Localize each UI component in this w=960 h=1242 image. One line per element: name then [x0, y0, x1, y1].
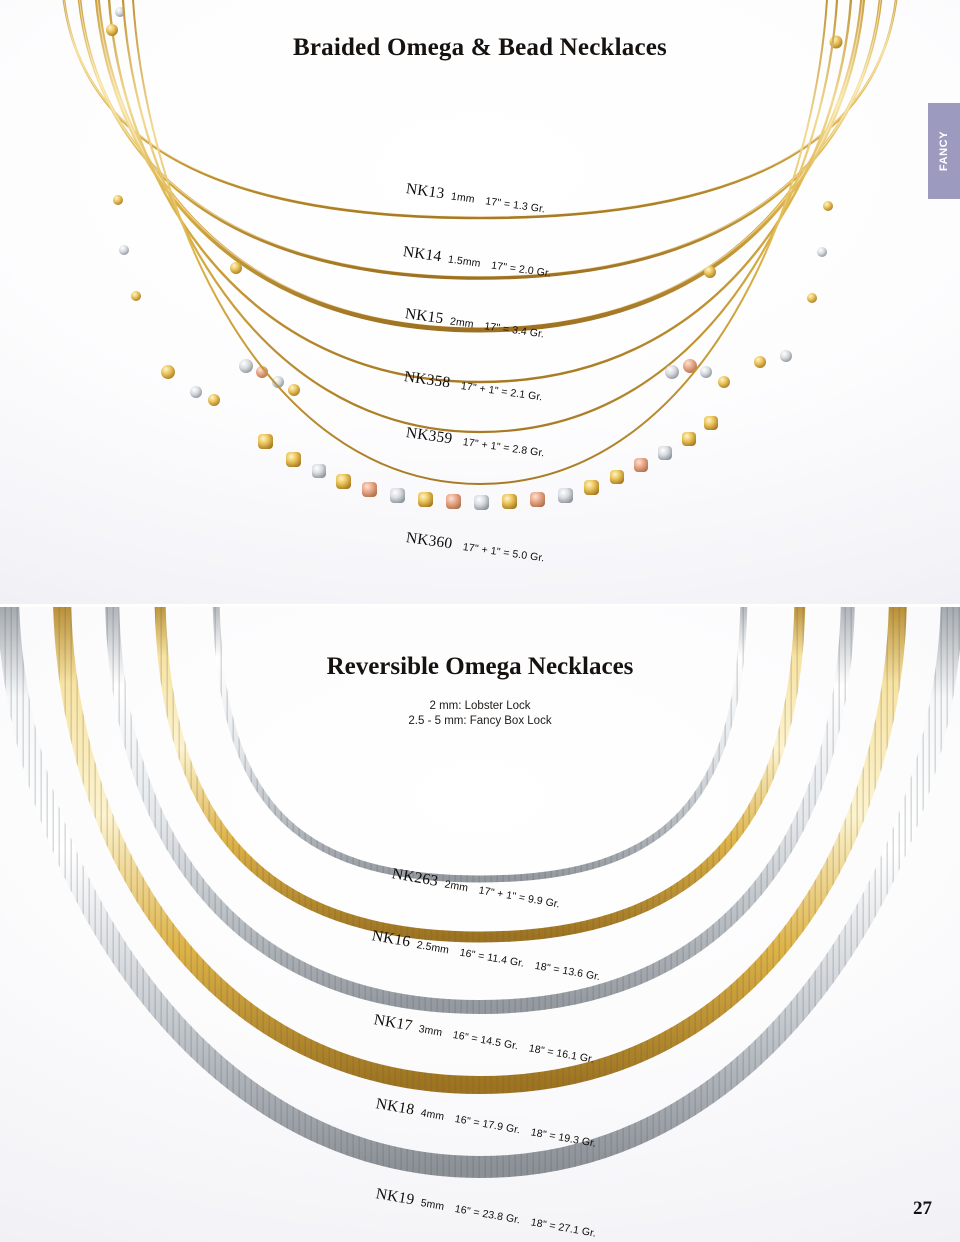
reversible-omega-section	[0, 604, 960, 1242]
item-code: NK16	[370, 927, 412, 951]
fancy-side-tab	[928, 103, 960, 199]
item-code: NK359	[404, 424, 454, 448]
item-spec: 16" = 11.4 Gr.	[458, 946, 526, 970]
item-spec-alt: 18" = 19.3 Gr.	[529, 1126, 598, 1150]
item-size: 4mm	[419, 1107, 446, 1123]
item-spec: 17" = 3.4 Gr.	[483, 320, 545, 341]
item-size: 2.5mm	[415, 939, 450, 957]
section-subtitle-reversible	[0, 699, 960, 728]
braided-necklaces-artwork	[0, 0, 960, 604]
item-code: NK17	[372, 1011, 414, 1035]
necklace-nk13	[62, 0, 898, 218]
item-code: NK358	[402, 368, 452, 392]
page-number: 27	[913, 1198, 932, 1219]
braided-omega-section	[0, 0, 960, 604]
item-size: 1.5mm	[447, 253, 482, 270]
item-size: 3mm	[417, 1023, 444, 1039]
item-code: NK19	[374, 1185, 416, 1209]
item-code: NK360	[404, 529, 454, 553]
section-title-reversible: Reversible Omega Necklaces	[326, 653, 634, 680]
item-spec-alt: 18" = 13.6 Gr.	[533, 959, 602, 984]
item-spec: 17" + 1" = 9.9 Gr.	[477, 884, 561, 911]
bead-cluster-nk360	[258, 416, 718, 510]
item-code: NK263	[390, 865, 440, 890]
item-spec-alt: 18" = 16.1 Gr.	[527, 1042, 596, 1066]
item-size: 2mm	[449, 315, 475, 331]
item-spec: 17" + 1" = 5.0 Gr.	[462, 541, 546, 565]
item-code: NK15	[403, 305, 445, 328]
item-size: 2mm	[443, 878, 469, 895]
item-spec: 16" = 23.8 Gr.	[453, 1203, 522, 1227]
item-spec: 16" = 14.5 Gr.	[451, 1029, 520, 1053]
item-code: NK14	[401, 243, 443, 266]
item-spec-alt: 18" = 27.1 Gr.	[529, 1216, 598, 1240]
item-size: 1mm	[450, 190, 476, 206]
item-spec: 17" = 2.0 Gr.	[490, 259, 552, 280]
item-spec: 17" + 1" = 2.1 Gr.	[460, 380, 544, 404]
lock-note-line-2: 2.5 - 5 mm: Fancy Box Lock	[408, 714, 552, 727]
item-spec: 16" = 17.9 Gr.	[453, 1113, 522, 1137]
item-code: NK13	[404, 180, 446, 203]
item-spec: 17" = 1.3 Gr.	[484, 195, 546, 216]
fancy-side-tab-label: FANCY	[938, 130, 950, 172]
section-title-braided: Braided Omega & Bead Necklaces	[292, 34, 667, 61]
necklace-nk263	[216, 604, 744, 879]
item-size: 5mm	[419, 1197, 446, 1213]
lock-note-line-1: 2 mm: Lobster Lock	[429, 700, 531, 712]
item-code: NK18	[374, 1095, 416, 1119]
item-spec: 17" + 1" = 2.8 Gr.	[462, 436, 546, 460]
